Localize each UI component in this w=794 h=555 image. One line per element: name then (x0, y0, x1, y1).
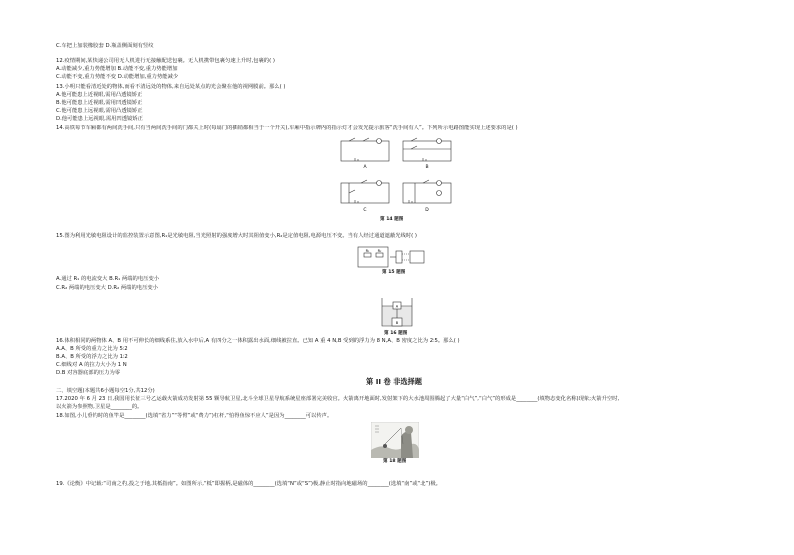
q16-container-figure (380, 296, 414, 328)
section-title: 第 II 卷 非选择题 (366, 377, 422, 386)
q15-stem: 15.图为利用光敏电阻设计的监控装置示意图,R₁是光敏电阻,当光照射的强度增大时其阻值变小,R₂是定值电阻,电源电压不变。当有人经过通道遮蔽光线时( ) (56, 233, 417, 239)
q16-stem: 16.体积相同的两物体 A、B 用不可伸长的细线系住,放入水中后,A 有四分之一体积露出水面,细线被拉直。已知 A 重 4 N,B 受到的浮力为 8 N,A、B 密度之比为 2∶5。那么( ) (56, 338, 460, 344)
q14-circuit-figure (335, 135, 460, 225)
q18-fishing-painting (371, 422, 419, 458)
fig14-label-a: A (363, 165, 367, 170)
q13-option-d: D.他可能患上远视眼,需用凹透镜矫正 (56, 116, 143, 122)
q16-option-c: C.细线对 A 的拉力大小为 1 N (56, 362, 127, 368)
q15-options-ab: A.通过 R₁ 的电流变大 B.R₁ 两端的电压变小 (56, 276, 160, 282)
q16-option-d: D.B 对容器底部的压力为零 (56, 370, 121, 376)
q12-stem: 12.疫情期间,某快递公司用无人机进行无接触配送包裹。无人机携带包裹匀速上升时,包裹的( ) (56, 58, 275, 64)
q11-options-cd: C.车把上加装橡胶套 D.瓶盖侧面刻有竖纹 (56, 43, 154, 49)
q15-options-cd: C.R₂ 两端的电压变大 D.R₂ 两端的电压变小 (56, 285, 158, 291)
q13-option-c: C.他可能患上远视眼,需用凸透镜矫正 (56, 108, 143, 114)
q12-options-ab: A.动能减少,重力势能增加 B.动能不变,重力势能增加 (56, 66, 178, 72)
q17-stem-line1: 17.2020 年 6 月 23 日,我国用长征三号乙运载火箭成功发射第 55 颗导航卫星,北斗全球卫星导航系统星座部署完美收官。火箭离开地面时,发射架下的大水池周围腾起了大量“白气”,“白气”的形成是________(填物态变化名称)现象;火箭升空时, (56, 396, 620, 402)
q16-option-b: B.A、B 所受的浮力之比为 1∶2 (56, 354, 128, 360)
q17-stem-line2: 以火箭为参照物,卫星是________的。 (56, 404, 143, 410)
q13-option-b: B.他可能患上近视眼,需用凹透镜矫正 (56, 100, 143, 106)
fig18-caption: 第 18 题图 (383, 459, 407, 464)
q13-stem: 13.小明只能看清近处的物体,而看不清远处的物体,来自远处某点的光会聚在他的视网膜前。那么( ) (56, 84, 286, 90)
fig15-caption: 第 15 题图 (382, 270, 406, 275)
q16-option-a: A.A、B 所受的重力之比为 5∶2 (56, 346, 128, 352)
q19-stem: 19.《论衡》中记载:“司南之杓,投之于地,其柢指南”。如图所示,“柢”即握柄,是磁体的________(选填“N”或“S”)极,静止时指向地磁场的________(选填“南”或“北”)极。 (56, 481, 441, 487)
fig14-label-b: B (425, 165, 429, 170)
fig15-label-r1: R₁ (365, 249, 370, 253)
fig14-label-d: D (425, 208, 429, 213)
q12-options-cd: C.动能不变,重力势能不变 D.动能增加,重力势能减少 (56, 74, 179, 80)
q14-stem: 14.高铁每节车厢都有两间洗手间,只有当两间洗手间的门都关上时(每扇门的插销都相当于一个开关),车厢中指示牌内的指示灯才会发光提示旅客“洗手间有人”。下列所示电路图能实现上述要求的是( ) (56, 125, 518, 131)
fig14-label-c: C (363, 208, 367, 213)
fig16-label-a: A (395, 304, 399, 309)
fig16-label-b: B (395, 321, 399, 325)
section-instructions: 二、填空题(本题共6小题每空1分,共12分) (56, 388, 155, 394)
fig15-label-r2: R₂ (377, 249, 382, 253)
q18-stem: 18.如图,小儿垂钓时的鱼竿是________(选填“省力”“等臂”或“费力”)杠杆,“怕得鱼惊不应人”是因为________可以传声。 (56, 413, 333, 419)
q13-option-a: A.他可能患上近视眼,需用凸透镜矫正 (56, 92, 143, 98)
q15-monitor-figure (354, 244, 434, 270)
fig14-caption: 第 14 题图 (380, 217, 404, 222)
fig16-caption: 第 16 题图 (384, 331, 408, 336)
